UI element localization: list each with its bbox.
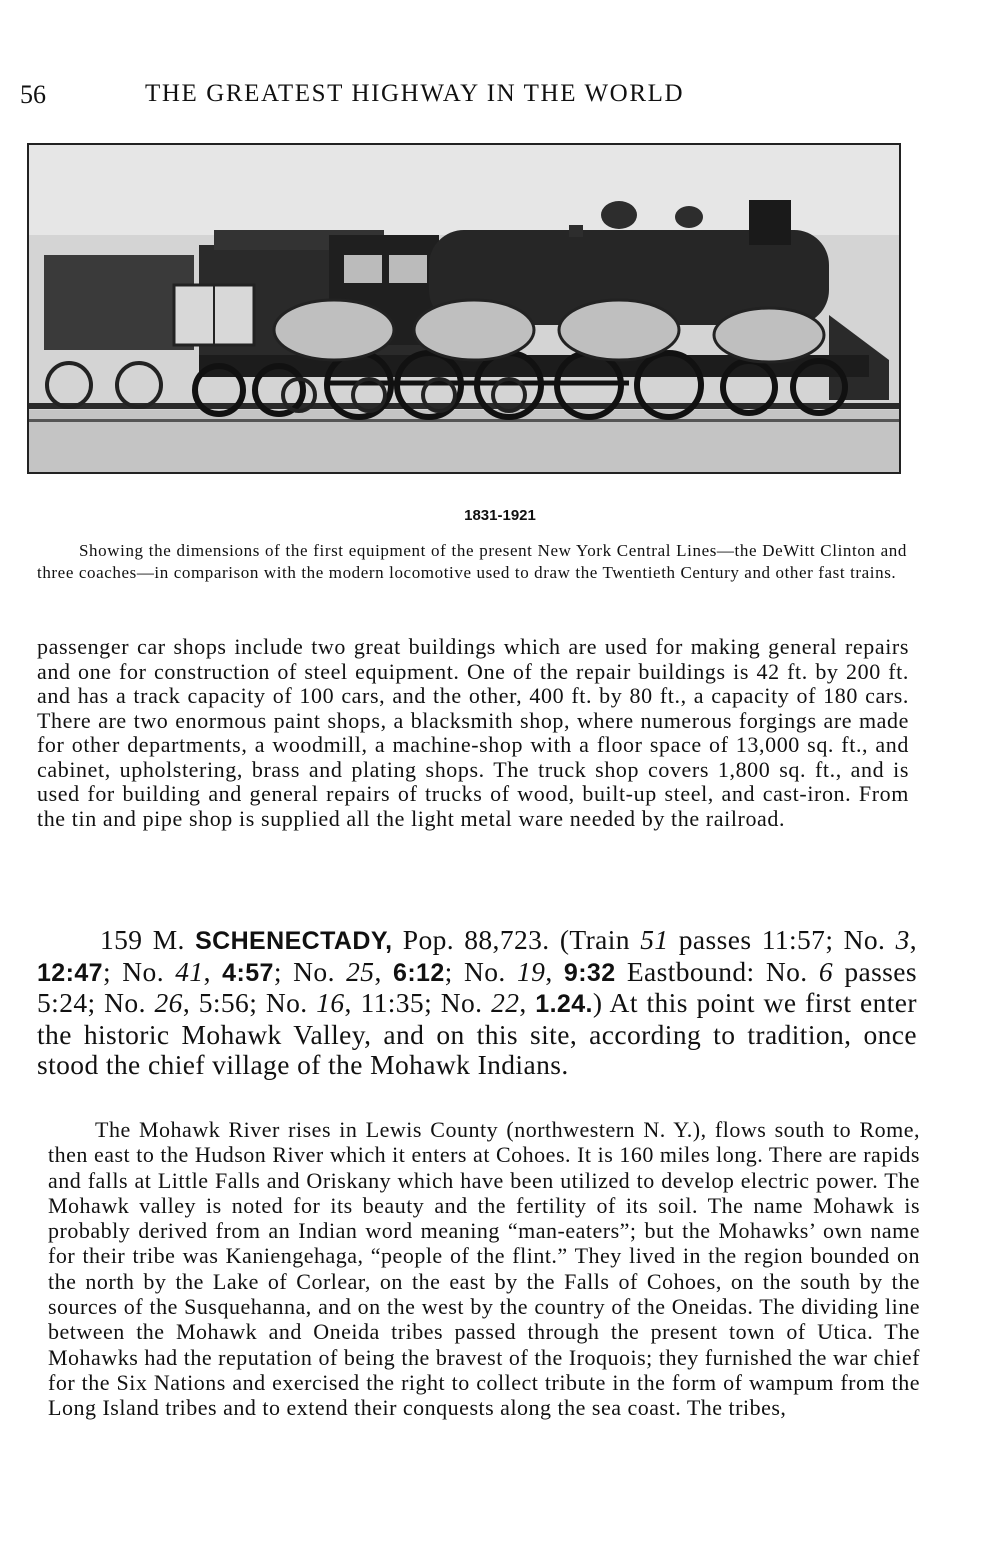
train-time: 4:57	[222, 958, 274, 987]
train-time: 12:47	[37, 958, 103, 987]
train-time: 9:32	[563, 958, 616, 987]
no-label: No.	[122, 955, 164, 987]
page-number: 56	[20, 80, 46, 109]
locomotive-photo	[27, 143, 901, 474]
no-label: No.	[440, 987, 483, 1018]
locomotive-illustration	[29, 145, 899, 472]
figure-caption-text: Showing the dimensions of the first equipment of the present New York Central Lines—the DeWitt Clinton and three coaches—in comparison with the modern locomotive used to draw the Twentieth Century and other fast trains.	[37, 541, 907, 582]
no-label: No.	[104, 987, 146, 1018]
running-title: THE GREATEST HIGHWAY IN THE WORLD	[145, 80, 685, 107]
figure-caption	[37, 540, 907, 583]
train-number: 26	[154, 987, 183, 1018]
train-time: 5:56	[198, 987, 250, 1018]
train-number: 6	[818, 955, 834, 987]
train-number: 41	[175, 955, 204, 987]
page-header	[0, 80, 1000, 120]
no-label: No.	[464, 955, 506, 987]
train-intro: (Train	[559, 924, 630, 955]
train-passes: passes	[678, 924, 752, 955]
train-passes: passes	[844, 955, 917, 987]
no-label: No.	[843, 924, 886, 955]
mohawk-paragraph	[48, 1117, 920, 1421]
train-time: 5:24	[37, 987, 88, 1018]
mohawk-paragraph-text: The Mohawk River rises in Lewis County (northwestern N. Y.), flows south to Rome, then east to the Hudson River which it enters at Cohoes. It is 160 miles long. There are rapids and falls at Little Falls and Oriskany which have been utilized to develop electric power. The Mohawk valley is noted for its beauty and the fertility of its soil. The name Mohawk is probably derived from an Indian word meaning “man-eaters”; but the Mohawks’ own name for their tribe was Kaniengehaga, “people of the flint.” They lived in the region bounded on the north by the Lake of Corlear, on the east by the Falls of Cohoes, on the south by the sources of the Susquehanna, and on the west by the country of the Oneidas. The dividing line between the Mohawk and Oneida tribes passed through the present town of Utica. The Mohawks had the reputation of being the bravest of the Iroquois; they furnished the war chief for the Six Nations and exercised the right to collect tribute in the form of wampum from the Long Island tribes and to extend their conquests along the sea coast. The tribes,	[48, 1117, 920, 1421]
entry-closing: ) At this point we first enter the historic Mohawk Valley, and on this site, according to tradition, once stood the chief village of the Mohawk Indians.	[37, 987, 917, 1080]
shops-paragraph-text: passenger car shops include two great buildings which are used for making general repairs and one for construction of steel equipment. One of the repair buildings is 42 ft. by 200 ft. and has a track capacity of 100 cars, and the other, 400 ft. by 80 ft., a capacity of 180 cars. There are two enormous paint shops, a blacksmith shop, where numerous forgings are made for other departments, a woodmill, a machine-shop with a floor space of 13,000 sq. ft., and cabinet, upholstering, brass and plating shops. The truck shop covers 1,800 sq. ft., and is used for building and general repairs of trucks of wood, built-up steel, and cast-iron. From the tin and pipe shop is supplied all the light metal ware needed by the railroad.	[37, 634, 909, 831]
schenectady-entry	[37, 925, 917, 1081]
entry-population: Pop. 88,723.	[402, 924, 550, 955]
schenectady-entry-text: 159 M. SCHENECTADY, Pop. 88,723. (Train 51 passes 11:57; No. 3, 12:47; No. 41, 4:57; No. 25, 6:12; No. 19, 9:32 Eastbound: No. 6 passes 5:24; No. 26, 5:56; No. 16, 11:35; No. 22, 1.24.) At this point we first enter the historic Mohawk Valley, and on this site, according to tradition, once stood the chief village of the Mohawk Indians.	[37, 924, 917, 1080]
no-label: No.	[765, 955, 808, 987]
entry-place: SCHENECTADY,	[195, 927, 393, 955]
figure-year-range: 1831-1921	[464, 507, 536, 524]
train-number: 16	[316, 987, 345, 1018]
eastbound-label: Eastbound:	[626, 955, 755, 987]
no-label: No.	[265, 987, 308, 1018]
train-number: 22	[491, 987, 520, 1018]
no-label: No.	[293, 955, 335, 987]
train-time: 11:35	[360, 987, 425, 1018]
shops-paragraph	[37, 635, 909, 831]
train-time: 1.24.	[535, 990, 593, 1018]
entry-mileage: 159 M.	[100, 924, 185, 955]
train-number: 19	[517, 955, 546, 987]
train-time: 6:12	[393, 958, 445, 987]
train-number: 51	[640, 924, 669, 955]
train-time: 11:57	[761, 924, 826, 955]
train-number: 3	[895, 924, 910, 955]
train-number: 25	[346, 955, 375, 987]
